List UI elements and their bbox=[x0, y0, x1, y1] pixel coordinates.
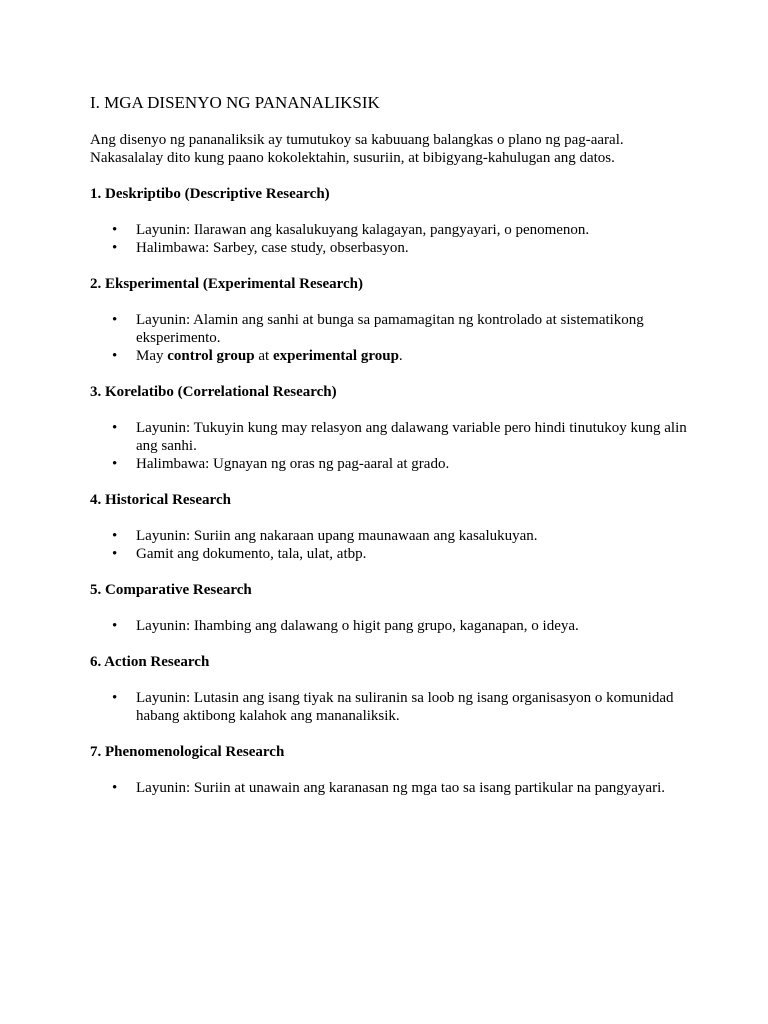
rich-text-middle: at bbox=[254, 348, 273, 364]
intro-line: Nakasalalay dito kung paano kokolektahin, susuriin, at bibigyang-kahulugan ang datos. bbox=[90, 150, 615, 166]
list-item: • Gamit ang dokumento, tala, ulat, atbp. bbox=[136, 545, 690, 563]
section-heading-descriptive: 1. Deskriptibo (Descriptive Research) bbox=[90, 186, 330, 202]
section-list-phenomenological bbox=[90, 779, 690, 797]
rich-text-suffix: . bbox=[398, 348, 403, 364]
list-item: • Layunin: Ihambing ang dalawang o higit pang grupo, kaganapan, o ideya. bbox=[136, 617, 690, 635]
intro-paragraph bbox=[90, 131, 690, 167]
section-list-action bbox=[90, 689, 690, 725]
section-heading-phenomenological: 7. Phenomenological Research bbox=[90, 744, 285, 760]
section-heading-comparative: 5. Comparative Research bbox=[90, 582, 252, 598]
list-item: • Halimbawa: Sarbey, case study, obserbasyon. bbox=[136, 239, 690, 257]
section-heading-historical: 4. Historical Research bbox=[90, 492, 231, 508]
section-list-experimental bbox=[90, 311, 690, 365]
list-item: • Layunin: Ilarawan ang kasalukuyang kalagayan, pangyayari, o penomenon. bbox=[136, 221, 690, 239]
list-item: • Layunin: Tukuyin kung may relasyon ang dalawang variable pero hindi tinutukoy kung alin ang sanhi. bbox=[136, 419, 690, 455]
section-heading-experimental: 2. Eksperimental (Experimental Research) bbox=[90, 276, 364, 292]
list-item: • Layunin: Lutasin ang isang tiyak na suliranin sa loob ng isang organisasyon o komunidad habang aktibong kalahok ang mananaliksik. bbox=[136, 689, 690, 725]
section-heading-action: 6. Action Research bbox=[90, 654, 210, 670]
bold-term-control-group: control group bbox=[167, 348, 255, 364]
list-item: • Layunin: Suriin at unawain ang karanasan ng mga tao sa isang partikular na pangyayari. bbox=[136, 779, 690, 797]
section-heading-correlational: 3. Korelatibo (Correlational Research) bbox=[90, 384, 337, 400]
bold-term-experimental-group: experimental group bbox=[272, 348, 399, 364]
section-list-comparative bbox=[90, 617, 690, 635]
document-title: I. MGA DISENYO NG PANANALIKSIK bbox=[90, 93, 380, 112]
section-list-correlational bbox=[90, 419, 690, 473]
list-item: • Layunin: Suriin ang nakaraan upang maunawaan ang kasalukuyan. bbox=[136, 527, 690, 545]
rich-text-prefix: May bbox=[136, 348, 168, 364]
list-item: • Layunin: Alamin ang sanhi at bunga sa pamamagitan ng kontrolado at sistematikong eksperimento. bbox=[136, 311, 690, 347]
list-item bbox=[136, 347, 690, 365]
intro-line: Ang disenyo ng pananaliksik ay tumutukoy sa kabuuang balangkas o plano ng pag-aaral. bbox=[90, 132, 624, 148]
document-page bbox=[90, 92, 690, 815]
section-list-historical bbox=[90, 527, 690, 563]
list-item: • Halimbawa: Ugnayan ng oras ng pag-aaral at grado. bbox=[136, 455, 690, 473]
section-list-descriptive bbox=[90, 221, 690, 257]
